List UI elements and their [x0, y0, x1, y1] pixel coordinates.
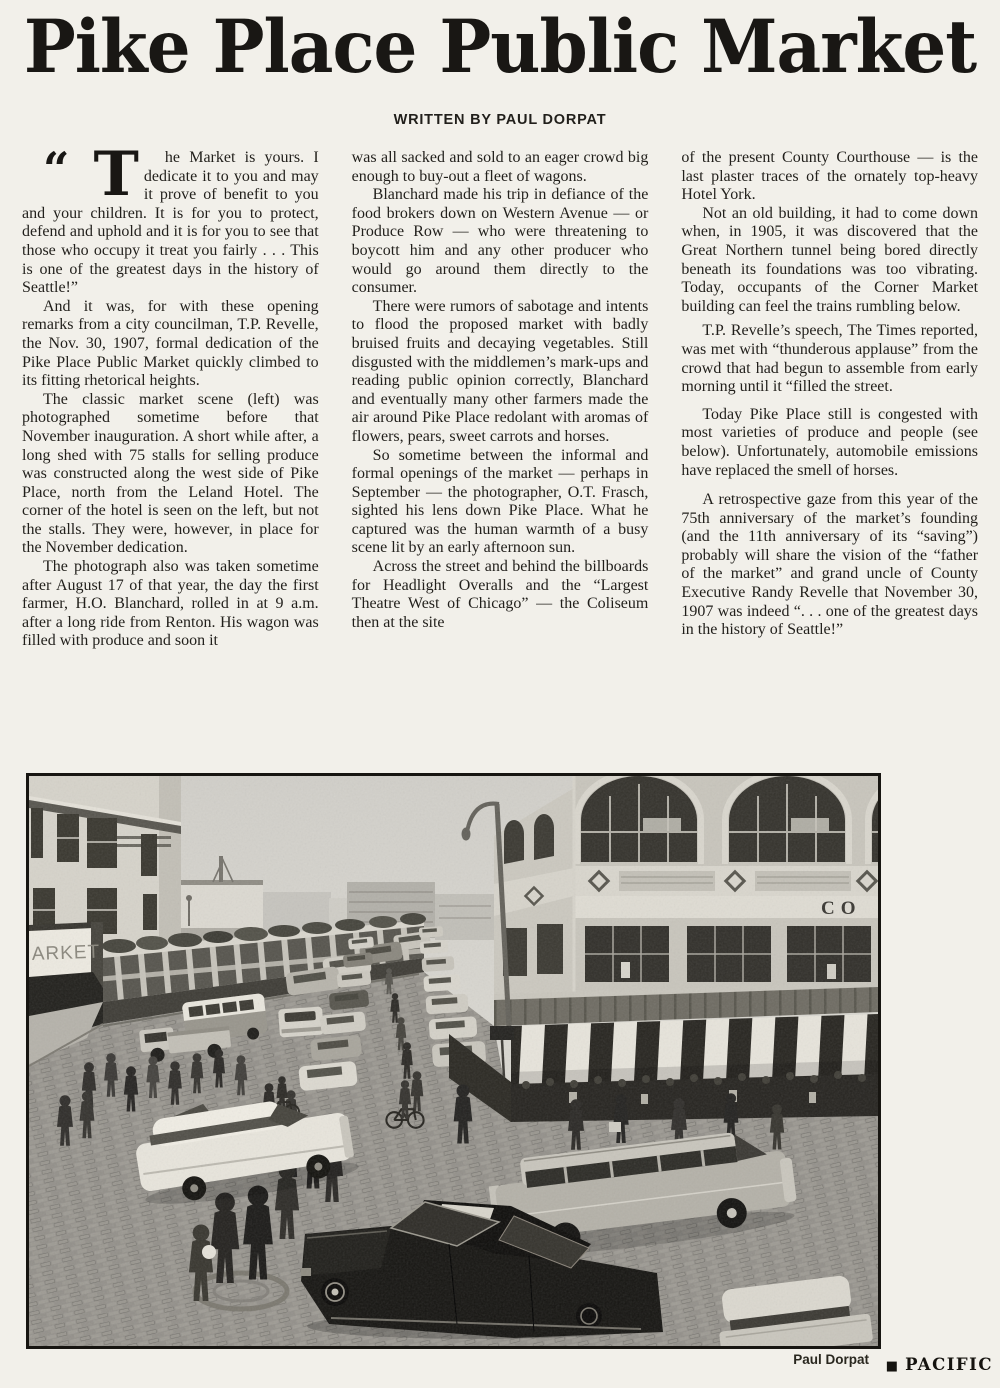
paragraph: A retrospective gaze from this year of the 75th anniversary of the market’s founding (and the 11th anniversary of its “saving”) probably will share the vision of the “father of the market” and grand uncle of County Executive Randy Revelle that November 30, 1907 was indeed “. . . one of the greatest days in the history of Seattle!” [681, 491, 978, 639]
paragraph: Blanchard made his trip in defiance of the food brokers down on Western Avenue — or Produce Row — who were threatening to boycott him and any other producer who would go around them directly to the consumer. [351, 186, 649, 297]
brand-square-icon: ■ [885, 1359, 899, 1374]
paragraph: T.P. Revelle’s speech, The Times reported, was met with “thunderous applause” from the crowd that had begun to assemble from early morning until it “filled the street. [681, 322, 978, 396]
magazine-page [0, 4, 1000, 1374]
paragraph: Not an old building, it had to come down when, in 1905, it was discovered that the Great Northern tunnel being bored directly beneath its foundations was too vibrating. Today, occupants of the Corner Market building can feel the trains rumbling below. [681, 204, 978, 315]
lead-text: he Market is yours. I dedicate it to you and may it prove of benefit to you and your children. It is for you to protect, defend and uphold and it is for you to see that those who occupy it treat you fairly . . . This is one of the greatest days in the history of Seattle!” [22, 149, 319, 297]
market-photograph [26, 773, 881, 1349]
paragraph: The classic market scene (left) was photographed sometime before that November inauguration. A short while after, a long shed with 75 stalls for selling produce was constructed along the west side of Pike Place, north from the Leland Hotel. The corner of the hotel is seen on the left, but not the stalls. They were, however, in place for the November dedication. [22, 390, 319, 557]
paragraph-continuation: of the present County Courthouse — is the last plaster traces of the ornately top-heavy Hotel York. [681, 149, 978, 204]
paragraph: So sometime between the informal and formal openings of the market — perhaps in September — the photographer, O.T. Frasch, sighted his lens down Pike Place. What he captured was the human warmth of a busy scene lit by an early afternoon sun. [351, 446, 649, 557]
byline: WRITTEN BY PAUL DORPAT [393, 112, 607, 128]
column-3 [681, 149, 978, 737]
column-1 [22, 149, 319, 737]
lead-paragraph [22, 149, 319, 298]
brand-name: PACIFIC [905, 1355, 993, 1374]
article-body [22, 149, 978, 737]
paragraph: And it was, for with these opening remarks from a city councilman, T.P. Revelle, the Nov. 30, 1907, formal dedication of the Pike Place Public Market quickly climbed to its fitting rhetorical heights. [22, 297, 319, 390]
paragraph: There were rumors of sabotage and intents to flood the proposed market with badly bruised fruits and decaying vegetables. Still disgusted with the middlemen’s mark-ups and reading public opinion correctly, Blanchard and eventually many other farmers made the air around Pike Place redolant with aromas of flowers, pears, sweet carrots and horses. [351, 297, 649, 445]
paragraph: Today Pike Place still is congested with most varieties of produce and people (see below). Unfortunately, automobile emissions have replaced the smell of horses. [681, 405, 978, 479]
opening-quote-mark: “ [43, 149, 70, 196]
photo-grain-overlay [29, 776, 878, 1346]
drop-cap: T [93, 149, 139, 210]
market-sign-text: ARKET [31, 941, 101, 965]
paragraph: The photograph also was taken sometime after August 17 of that year, the day the first farmer, H.O. Blanchard, rolled in at 9 a.m. after a long ride from Renton. His wagon was filled with produce and soon it [22, 558, 319, 650]
paragraph-continuation: was all sacked and sold to an eager crowd big enough to buy-out a fleet of wagons. [351, 149, 649, 185]
magazine-brand [886, 1355, 993, 1374]
page-title: Pike Place Public Market [23, 4, 977, 90]
paragraph: Across the street and behind the billboards for Headlight Overalls and the “Largest Theatre West of Chicago” — the Coliseum then at the site [351, 558, 649, 631]
photo-credit: Paul Dorpat [793, 1352, 869, 1367]
column-2 [352, 149, 649, 737]
market-photo-illustration [29, 776, 878, 1346]
corner-sign-text: CO [821, 898, 862, 919]
